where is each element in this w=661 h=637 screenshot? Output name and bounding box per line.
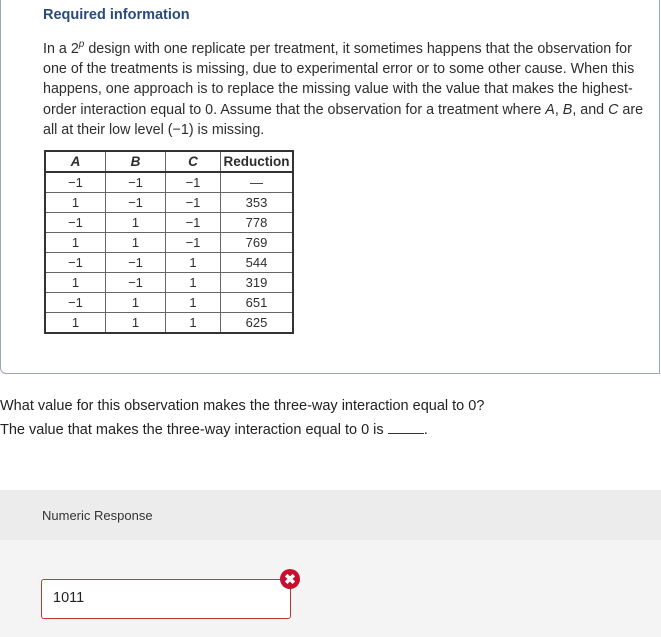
table-cell: 1 (106, 233, 166, 253)
col-header-a: A (45, 151, 106, 172)
x-icon: ✖ (280, 569, 300, 589)
table-cell: −1 (166, 213, 221, 233)
comma: , (554, 101, 563, 118)
table-cell: 1 (106, 213, 166, 233)
col-header-b: B (106, 151, 166, 172)
table-cell: — (221, 172, 294, 193)
var-c: C (608, 101, 619, 118)
table-cell: −1 (166, 233, 221, 253)
table-cell: 1 (45, 193, 106, 213)
and-text: , and (572, 101, 609, 118)
table-cell: 778 (221, 213, 294, 233)
question-line-1: What value for this observation makes the three-way interaction equal to 0? (0, 398, 485, 414)
col-header-reduction: Reduction (221, 151, 294, 172)
exponent: p (78, 39, 85, 51)
table-row (45, 213, 293, 233)
answer-blank (388, 419, 424, 434)
question-end: . (423, 422, 428, 438)
table-cell: 1 (166, 273, 221, 293)
table-row (45, 273, 293, 293)
table-cell: −1 (45, 253, 106, 273)
response-header-label: Numeric Response (42, 508, 153, 523)
table-cell: −1 (106, 193, 166, 213)
col-header-c: C (166, 151, 221, 172)
response-header (0, 490, 661, 540)
table-cell: −1 (106, 253, 166, 273)
info-text (43, 39, 648, 140)
question-text: The value that makes the three-way interaction equal to 0 is (0, 422, 388, 438)
table-cell: 1 (106, 313, 166, 334)
table-row (45, 293, 293, 313)
table-row (45, 172, 293, 193)
table-cell: 353 (221, 193, 294, 213)
table-cell: −1 (45, 172, 106, 193)
table-cell: 1 (166, 313, 221, 334)
table-row (45, 193, 293, 213)
question-line-2 (0, 419, 428, 438)
table-cell: 769 (221, 233, 294, 253)
info-text-1: In a 2 (43, 41, 79, 57)
table-row (45, 253, 293, 273)
answer-input[interactable]: 1011 (41, 579, 291, 619)
table-cell: 1 (106, 293, 166, 313)
table-cell: 1 (45, 233, 106, 253)
var-b: B (562, 101, 573, 118)
table-cell: −1 (166, 172, 221, 193)
table-cell: 1 (45, 313, 106, 334)
table-cell: −1 (106, 273, 166, 293)
table-cell: 1 (45, 273, 106, 293)
table-row (45, 313, 293, 334)
design-table (44, 150, 294, 334)
table-cell: 1 (166, 253, 221, 273)
table-cell: −1 (45, 213, 106, 233)
table-cell: −1 (106, 172, 166, 193)
table-cell: 651 (221, 293, 294, 313)
table-cell: 319 (221, 273, 294, 293)
info-text-end: are all at their low level (−1) is missing. (43, 101, 644, 138)
var-a: A (545, 101, 555, 118)
table-header-row (45, 151, 293, 172)
table-cell: 1 (166, 293, 221, 313)
table-cell: 544 (221, 253, 294, 273)
table-cell: −1 (166, 193, 221, 213)
info-title: Required information (43, 7, 190, 23)
table-cell: −1 (45, 293, 106, 313)
table-cell: 625 (221, 313, 294, 334)
table-row (45, 233, 293, 253)
info-text-2: design with one replicate per treatment, it sometimes happens that the observation for one of the treatments is missing, due to experimental error or to some other cause. When this happens, one approach is to replace the missing value with the value that makes the highest-order interaction equal to 0. Assume that the observation for a treatment where (43, 41, 635, 118)
